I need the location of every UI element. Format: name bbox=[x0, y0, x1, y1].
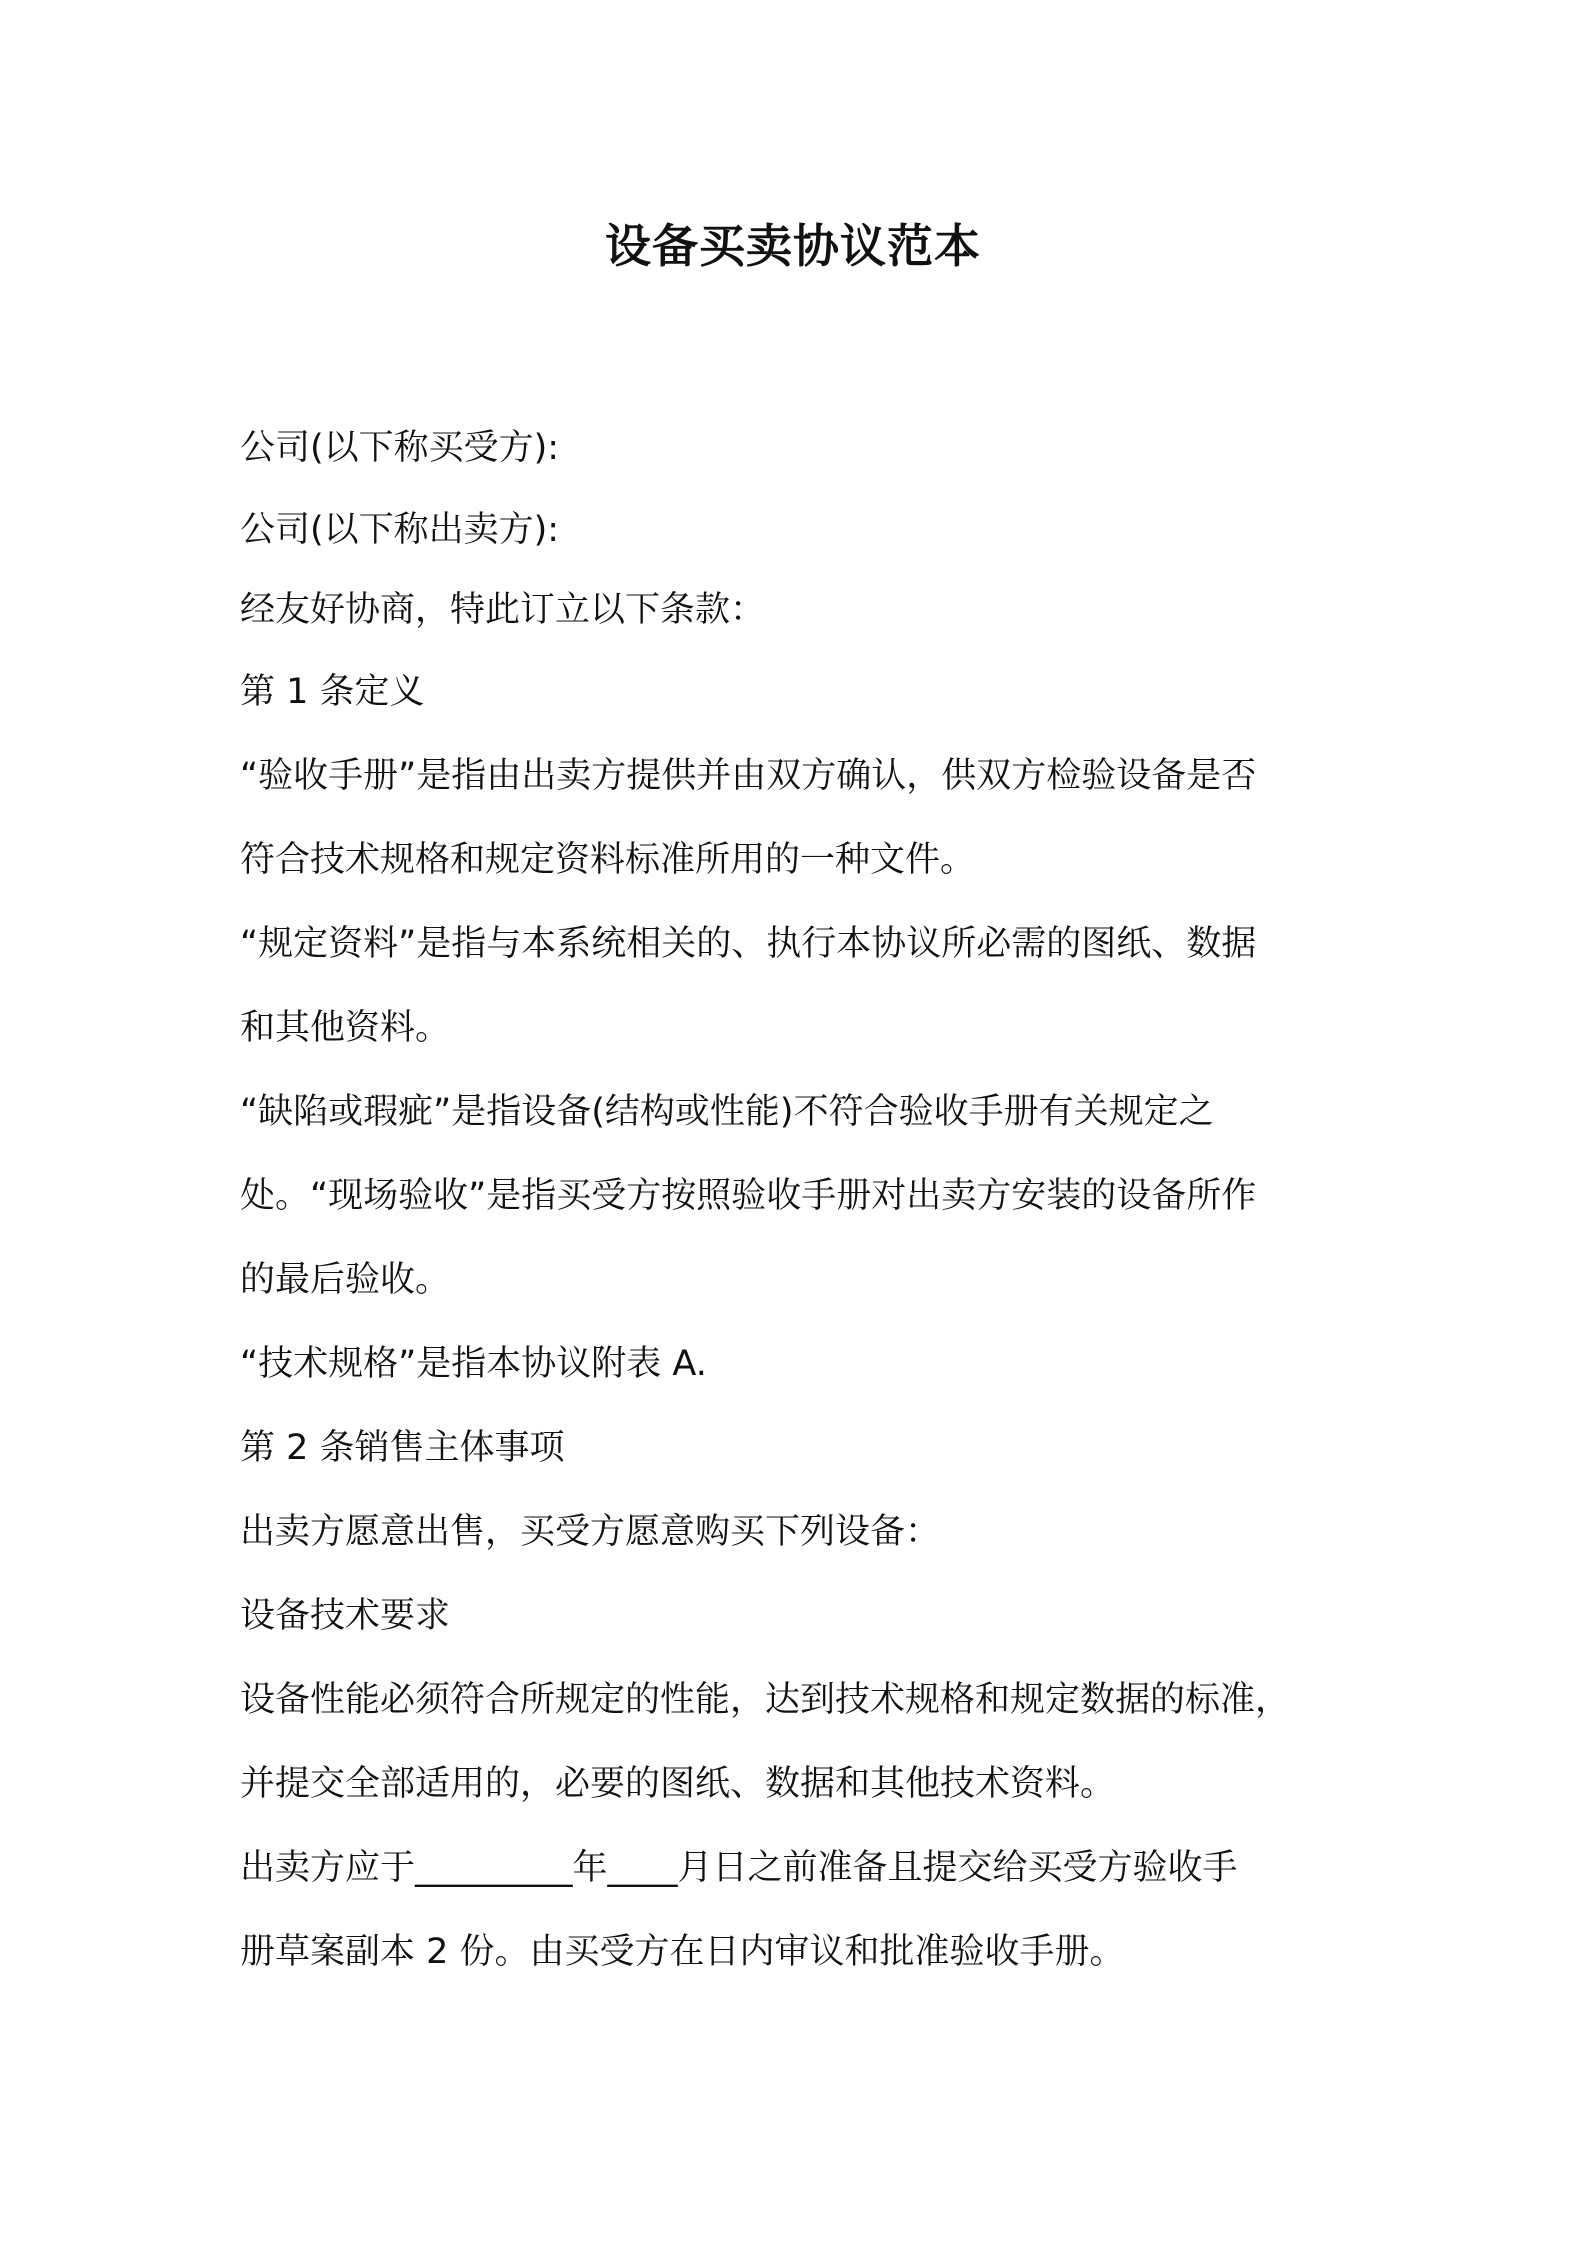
paragraph-line-9: “缺陷或瑕疵”是指设备(结构或性能)不符合验收手册有关规定之 bbox=[240, 1092, 1214, 1132]
paragraph-line-15: 设备技术要求 bbox=[240, 1596, 451, 1636]
paragraph-line-13: 第 2 条销售主体事项 bbox=[240, 1428, 565, 1468]
paragraph-line-18: 出卖方应于_________年____月日之前准备且提交给买受方验收手 bbox=[240, 1848, 1238, 1888]
document-body bbox=[240, 406, 1365, 1994]
paragraph-line-11: 的最后验收。 bbox=[240, 1260, 451, 1300]
paragraph-line-6: 符合技术规格和规定资料标准所用的一种文件。 bbox=[240, 840, 976, 880]
paragraph-line-2: 公司(以下称出卖方): bbox=[240, 510, 560, 550]
paragraph-line-1: 公司(以下称买受方): bbox=[240, 428, 560, 468]
paragraph-line-8: 和其他资料。 bbox=[240, 1008, 451, 1048]
paragraph-line-19: 册草案副本 2 份。由买受方在日内审议和批准验收手册。 bbox=[240, 1932, 1125, 1972]
paragraph-line-4: 第 1 条定义 bbox=[240, 672, 425, 712]
paragraph-line-16: 设备性能必须符合所规定的性能，达到技术规格和规定数据的标准， bbox=[240, 1680, 1291, 1720]
paragraph-line-12: “技术规格”是指本协议附表 A. bbox=[240, 1344, 707, 1384]
document-title: 设备买卖协议范本 bbox=[605, 219, 981, 273]
paragraph-line-10: 处。“现场验收”是指买受方按照验收手册对出卖方安装的设备所作 bbox=[240, 1176, 1257, 1216]
paragraph-line-3: 经友好协商，特此订立以下条款： bbox=[240, 590, 766, 630]
paragraph-line-14: 出卖方愿意出售，买受方愿意购买下列设备： bbox=[240, 1512, 941, 1552]
paragraph-line-7: “规定资料”是指与本系统相关的、执行本协议所必需的图纸、数据 bbox=[240, 924, 1257, 964]
paragraph-line-17: 并提交全部适用的，必要的图纸、数据和其他技术资料。 bbox=[240, 1764, 1116, 1804]
paragraph-line-5: “验收手册”是指由出卖方提供并由双方确认，供双方检验设备是否 bbox=[240, 756, 1257, 796]
